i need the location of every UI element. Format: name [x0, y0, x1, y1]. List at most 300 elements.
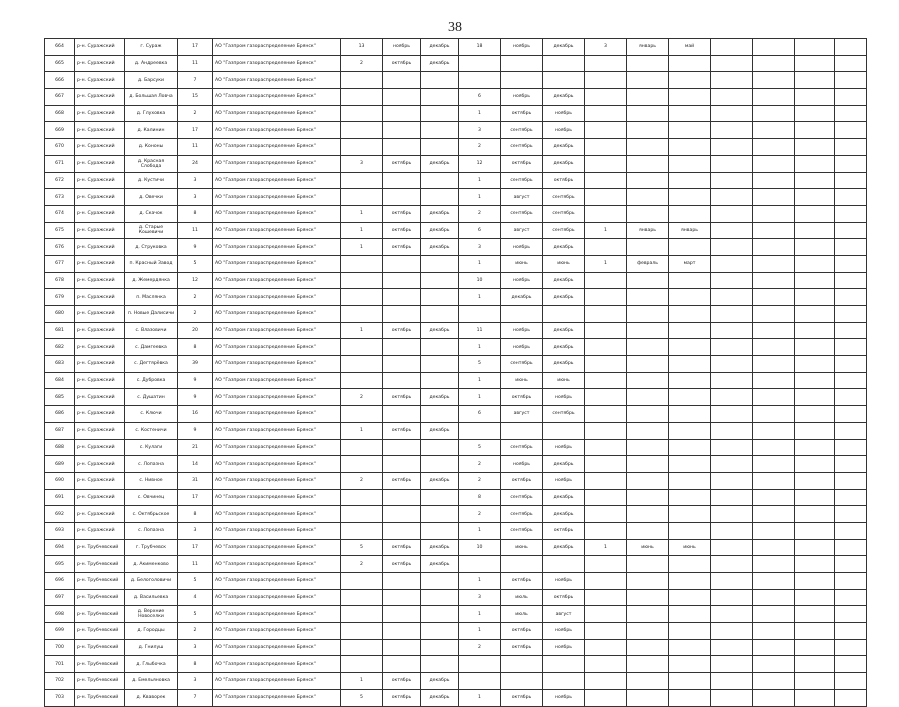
stage2-start-cell: август — [501, 406, 543, 423]
stage2-count-cell: 1 — [459, 189, 501, 206]
settlement-cell: д. Акименково — [125, 556, 178, 573]
settlement-cell: с. Нивное — [125, 472, 178, 489]
stage1-count-cell — [341, 356, 383, 373]
stage3-count-cell — [585, 673, 627, 690]
stage2-end-cell: сентябрь — [543, 406, 585, 423]
stage1-start-cell — [383, 356, 421, 373]
count-cell: 8 — [178, 339, 213, 356]
empty-cell — [795, 639, 835, 656]
empty-cell — [795, 522, 835, 539]
count-cell: 17 — [178, 539, 213, 556]
district-cell: р-н. Суражский — [75, 489, 125, 506]
stage3-start-cell — [627, 189, 669, 206]
table-row — [45, 339, 867, 356]
stage1-count-cell: 1 — [341, 239, 383, 256]
organization-cell: АО "Газпром газораспределение Брянск" — [213, 606, 341, 623]
stage3-end-cell — [669, 456, 711, 473]
organization-cell: АО "Газпром газораспределение Брянск" — [213, 239, 341, 256]
stage1-count-cell — [341, 172, 383, 189]
stage1-start-cell — [383, 122, 421, 139]
row-number-cell: 667 — [45, 89, 75, 106]
stage2-count-cell: 1 — [459, 623, 501, 640]
row-number-cell: 703 — [45, 689, 75, 706]
stage3-start-cell — [627, 289, 669, 306]
empty-cell — [753, 623, 795, 640]
stage1-count-cell — [341, 306, 383, 323]
row-number-cell: 693 — [45, 522, 75, 539]
stage2-start-cell: сентябрь — [501, 439, 543, 456]
stage2-start-cell: октябрь — [501, 573, 543, 590]
stage3-start-cell — [627, 556, 669, 573]
empty-cell — [835, 689, 867, 706]
stage1-start-cell — [383, 506, 421, 523]
stage3-count-cell: 1 — [585, 222, 627, 239]
table-row — [45, 623, 867, 640]
settlement-cell: с. Овчинец — [125, 489, 178, 506]
count-cell: 2 — [178, 289, 213, 306]
table-row — [45, 356, 867, 373]
stage2-end-cell — [543, 656, 585, 673]
table-row — [45, 589, 867, 606]
stage3-count-cell — [585, 172, 627, 189]
district-cell: р-н. Суражский — [75, 105, 125, 122]
stage1-end-cell — [421, 172, 459, 189]
empty-cell — [753, 372, 795, 389]
empty-cell — [711, 656, 753, 673]
count-cell: 21 — [178, 439, 213, 456]
empty-cell — [795, 539, 835, 556]
count-cell: 5 — [178, 573, 213, 590]
count-cell: 11 — [178, 222, 213, 239]
stage3-count-cell — [585, 155, 627, 172]
organization-cell: АО "Газпром газораспределение Брянск" — [213, 623, 341, 640]
empty-cell — [753, 172, 795, 189]
empty-cell — [711, 522, 753, 539]
stage3-count-cell — [585, 556, 627, 573]
empty-cell — [795, 573, 835, 590]
stage3-end-cell — [669, 623, 711, 640]
stage3-end-cell — [669, 439, 711, 456]
empty-cell — [835, 472, 867, 489]
stage1-count-cell: 2 — [341, 556, 383, 573]
stage2-start-cell: сентябрь — [501, 522, 543, 539]
stage3-end-cell — [669, 272, 711, 289]
stage2-start-cell: октябрь — [501, 639, 543, 656]
empty-cell — [795, 339, 835, 356]
district-cell: р-н. Суражский — [75, 522, 125, 539]
settlement-cell: д. Кваворек — [125, 689, 178, 706]
stage2-end-cell: декабрь — [543, 339, 585, 356]
settlement-cell: д. Городцы — [125, 623, 178, 640]
stage2-start-cell: сентябрь — [501, 139, 543, 156]
settlement-cell: д. Большая Ловча — [125, 89, 178, 106]
stage1-count-cell — [341, 139, 383, 156]
stage3-end-cell — [669, 122, 711, 139]
table-row — [45, 222, 867, 239]
stage2-count-cell: 2 — [459, 506, 501, 523]
stage3-end-cell — [669, 556, 711, 573]
count-cell: 2 — [178, 105, 213, 122]
stage3-count-cell — [585, 55, 627, 72]
empty-cell — [753, 406, 795, 423]
organization-cell: АО "Газпром газораспределение Брянск" — [213, 155, 341, 172]
stage3-start-cell — [627, 623, 669, 640]
stage2-count-cell — [459, 656, 501, 673]
empty-cell — [711, 372, 753, 389]
empty-cell — [795, 389, 835, 406]
organization-cell: АО "Газпром газораспределение Брянск" — [213, 39, 341, 56]
empty-cell — [711, 422, 753, 439]
table-row — [45, 506, 867, 523]
empty-cell — [795, 239, 835, 256]
table-row — [45, 272, 867, 289]
stage1-count-cell — [341, 372, 383, 389]
row-number-cell: 701 — [45, 656, 75, 673]
stage2-count-cell: 11 — [459, 322, 501, 339]
stage2-start-cell — [501, 422, 543, 439]
empty-cell — [753, 139, 795, 156]
organization-cell: АО "Газпром газораспределение Брянск" — [213, 139, 341, 156]
settlement-cell: с. Дамгеевка — [125, 339, 178, 356]
district-cell: р-н. Суражский — [75, 422, 125, 439]
stage3-start-cell — [627, 139, 669, 156]
empty-cell — [711, 289, 753, 306]
stage1-start-cell: ноябрь — [383, 39, 421, 56]
stage3-start-cell — [627, 306, 669, 323]
organization-cell: АО "Газпром газораспределение Брянск" — [213, 272, 341, 289]
district-cell: р-н. Суражский — [75, 506, 125, 523]
stage3-count-cell: 1 — [585, 255, 627, 272]
stage1-end-cell: декабрь — [421, 205, 459, 222]
stage1-start-cell: октябрь — [383, 239, 421, 256]
empty-cell — [711, 506, 753, 523]
organization-cell: АО "Газпром газораспределение Брянск" — [213, 656, 341, 673]
stage1-start-cell — [383, 89, 421, 106]
stage1-end-cell — [421, 439, 459, 456]
row-number-cell: 691 — [45, 489, 75, 506]
empty-cell — [835, 406, 867, 423]
stage1-end-cell: декабрь — [421, 239, 459, 256]
stage1-count-cell — [341, 606, 383, 623]
stage1-end-cell: декабрь — [421, 155, 459, 172]
stage3-end-cell — [669, 472, 711, 489]
stage3-count-cell: 3 — [585, 39, 627, 56]
empty-cell — [795, 105, 835, 122]
empty-cell — [835, 439, 867, 456]
empty-cell — [753, 356, 795, 373]
stage3-start-cell: январь — [627, 39, 669, 56]
district-cell: р-н. Суражский — [75, 472, 125, 489]
settlement-cell: д. Белоголовичи — [125, 573, 178, 590]
stage3-start-cell — [627, 422, 669, 439]
count-cell: 8 — [178, 506, 213, 523]
settlement-cell: г. Трубчевск — [125, 539, 178, 556]
empty-cell — [795, 556, 835, 573]
stage2-end-cell — [543, 673, 585, 690]
stage3-start-cell: февраль — [627, 255, 669, 272]
stage2-end-cell: октябрь — [543, 172, 585, 189]
stage2-count-cell: 6 — [459, 89, 501, 106]
stage3-end-cell — [669, 372, 711, 389]
table-row — [45, 322, 867, 339]
count-cell: 3 — [178, 189, 213, 206]
stage1-start-cell — [383, 489, 421, 506]
empty-cell — [795, 472, 835, 489]
stage3-end-cell — [669, 389, 711, 406]
district-cell: р-н. Суражский — [75, 289, 125, 306]
table-row — [45, 406, 867, 423]
stage1-end-cell — [421, 122, 459, 139]
table-row — [45, 122, 867, 139]
empty-cell — [711, 472, 753, 489]
stage3-count-cell — [585, 372, 627, 389]
stage2-start-cell: ноябрь — [501, 89, 543, 106]
stage1-start-cell — [383, 339, 421, 356]
stage2-end-cell: август — [543, 606, 585, 623]
settlement-cell: п. Маслянка — [125, 289, 178, 306]
stage2-start-cell — [501, 556, 543, 573]
organization-cell: АО "Газпром газораспределение Брянск" — [213, 205, 341, 222]
stage1-end-cell: декабрь — [421, 689, 459, 706]
stage2-start-cell: октябрь — [501, 389, 543, 406]
stage3-start-cell — [627, 472, 669, 489]
stage3-start-cell — [627, 506, 669, 523]
empty-cell — [753, 72, 795, 89]
row-number-cell: 676 — [45, 239, 75, 256]
stage1-count-cell — [341, 339, 383, 356]
stage2-count-cell: 2 — [459, 472, 501, 489]
count-cell: 20 — [178, 322, 213, 339]
stage3-end-cell — [669, 356, 711, 373]
stage3-start-cell — [627, 606, 669, 623]
stage2-start-cell — [501, 656, 543, 673]
empty-cell — [795, 189, 835, 206]
stage3-end-cell — [669, 639, 711, 656]
organization-cell: АО "Газпром газораспределение Брянск" — [213, 522, 341, 539]
stage2-start-cell: июнь — [501, 372, 543, 389]
stage1-end-cell — [421, 372, 459, 389]
stage3-count-cell — [585, 623, 627, 640]
stage3-start-cell — [627, 89, 669, 106]
district-cell: р-н. Суражский — [75, 89, 125, 106]
stage2-count-cell — [459, 556, 501, 573]
row-number-cell: 692 — [45, 506, 75, 523]
empty-cell — [795, 39, 835, 56]
stage2-count-cell: 10 — [459, 272, 501, 289]
row-number-cell: 671 — [45, 155, 75, 172]
count-cell: 39 — [178, 356, 213, 373]
row-number-cell: 698 — [45, 606, 75, 623]
organization-cell: АО "Газпром газораспределение Брянск" — [213, 356, 341, 373]
stage1-start-cell: октябрь — [383, 55, 421, 72]
count-cell: 16 — [178, 406, 213, 423]
table-row — [45, 89, 867, 106]
stage1-start-cell — [383, 606, 421, 623]
organization-cell: АО "Газпром газораспределение Брянск" — [213, 673, 341, 690]
organization-cell: АО "Газпром газораспределение Брянск" — [213, 573, 341, 590]
stage2-end-cell: декабрь — [543, 456, 585, 473]
organization-cell: АО "Газпром газораспределение Брянск" — [213, 639, 341, 656]
empty-cell — [753, 239, 795, 256]
stage2-count-cell — [459, 72, 501, 89]
stage2-start-cell: сентябрь — [501, 122, 543, 139]
settlement-cell: с. Дубровка — [125, 372, 178, 389]
empty-cell — [753, 122, 795, 139]
stage3-start-cell — [627, 339, 669, 356]
empty-cell — [835, 289, 867, 306]
row-number-cell: 678 — [45, 272, 75, 289]
stage1-start-cell: октябрь — [383, 155, 421, 172]
stage1-start-cell — [383, 639, 421, 656]
stage2-start-cell: сентябрь — [501, 506, 543, 523]
organization-cell: АО "Газпром газораспределение Брянск" — [213, 689, 341, 706]
empty-cell — [711, 139, 753, 156]
organization-cell: АО "Газпром газораспределение Брянск" — [213, 506, 341, 523]
stage2-end-cell: декабрь — [543, 139, 585, 156]
stage2-count-cell: 5 — [459, 356, 501, 373]
empty-cell — [835, 139, 867, 156]
stage3-count-cell — [585, 239, 627, 256]
stage1-end-cell — [421, 339, 459, 356]
row-number-cell: 673 — [45, 189, 75, 206]
stage2-end-cell: ноябрь — [543, 105, 585, 122]
empty-cell — [753, 556, 795, 573]
stage3-count-cell — [585, 506, 627, 523]
empty-cell — [753, 656, 795, 673]
empty-cell — [753, 506, 795, 523]
stage2-start-cell: октябрь — [501, 689, 543, 706]
district-cell: р-н. Трубчевский — [75, 556, 125, 573]
empty-cell — [835, 489, 867, 506]
stage1-start-cell: октябрь — [383, 556, 421, 573]
table-row — [45, 205, 867, 222]
stage3-count-cell — [585, 339, 627, 356]
empty-cell — [835, 306, 867, 323]
settlement-cell: д. Глыбочка — [125, 656, 178, 673]
organization-cell: АО "Газпром газораспределение Брянск" — [213, 55, 341, 72]
stage1-start-cell — [383, 255, 421, 272]
empty-cell — [711, 105, 753, 122]
stage1-end-cell — [421, 656, 459, 673]
empty-cell — [795, 489, 835, 506]
table-row — [45, 556, 867, 573]
stage3-end-cell — [669, 573, 711, 590]
stage3-end-cell — [669, 322, 711, 339]
stage1-count-cell — [341, 105, 383, 122]
stage2-start-cell: октябрь — [501, 155, 543, 172]
stage1-count-cell — [341, 456, 383, 473]
stage2-count-cell: 6 — [459, 222, 501, 239]
stage1-start-cell — [383, 623, 421, 640]
empty-cell — [795, 372, 835, 389]
organization-cell: АО "Газпром газораспределение Брянск" — [213, 489, 341, 506]
stage3-start-cell — [627, 272, 669, 289]
stage2-end-cell — [543, 422, 585, 439]
count-cell: 8 — [178, 205, 213, 222]
count-cell: 14 — [178, 456, 213, 473]
row-number-cell: 666 — [45, 72, 75, 89]
table-row — [45, 489, 867, 506]
stage1-count-cell: 5 — [341, 689, 383, 706]
empty-cell — [753, 322, 795, 339]
empty-cell — [795, 72, 835, 89]
stage1-end-cell: декабрь — [421, 389, 459, 406]
stage1-end-cell — [421, 506, 459, 523]
stage3-start-cell — [627, 689, 669, 706]
table-row — [45, 172, 867, 189]
organization-cell: АО "Газпром газораспределение Брянск" — [213, 322, 341, 339]
stage2-count-cell: 2 — [459, 456, 501, 473]
stage3-start-cell — [627, 573, 669, 590]
empty-cell — [711, 589, 753, 606]
settlement-cell: д. Васильевка — [125, 589, 178, 606]
stage3-count-cell — [585, 105, 627, 122]
stage2-start-cell: сентябрь — [501, 356, 543, 373]
stage1-start-cell — [383, 105, 421, 122]
stage1-count-cell — [341, 506, 383, 523]
table-row — [45, 39, 867, 56]
empty-cell — [795, 623, 835, 640]
stage1-end-cell — [421, 589, 459, 606]
stage1-end-cell: декабрь — [421, 222, 459, 239]
district-cell: р-н. Суражский — [75, 372, 125, 389]
count-cell: 17 — [178, 39, 213, 56]
stage3-end-cell — [669, 205, 711, 222]
row-number-cell: 664 — [45, 39, 75, 56]
district-cell: р-н. Суражский — [75, 339, 125, 356]
empty-cell — [795, 89, 835, 106]
stage3-start-cell — [627, 522, 669, 539]
empty-cell — [835, 222, 867, 239]
count-cell: 11 — [178, 556, 213, 573]
empty-cell — [711, 606, 753, 623]
district-cell: р-н. Суражский — [75, 255, 125, 272]
empty-cell — [795, 306, 835, 323]
stage1-end-cell — [421, 406, 459, 423]
district-cell: р-н. Суражский — [75, 39, 125, 56]
count-cell: 7 — [178, 689, 213, 706]
stage2-end-cell: ноябрь — [543, 639, 585, 656]
row-number-cell: 683 — [45, 356, 75, 373]
organization-cell: АО "Газпром газораспределение Брянск" — [213, 105, 341, 122]
stage3-start-cell — [627, 639, 669, 656]
stage2-start-cell: июль — [501, 606, 543, 623]
empty-cell — [795, 589, 835, 606]
stage3-start-cell: июнь — [627, 539, 669, 556]
district-cell: р-н. Трубчевский — [75, 656, 125, 673]
stage1-end-cell — [421, 356, 459, 373]
stage2-start-cell: ноябрь — [501, 456, 543, 473]
stage3-start-cell — [627, 656, 669, 673]
empty-cell — [711, 573, 753, 590]
stage3-start-cell — [627, 356, 669, 373]
stage1-end-cell — [421, 272, 459, 289]
stage1-start-cell — [383, 522, 421, 539]
stage3-end-cell — [669, 72, 711, 89]
stage3-start-cell — [627, 72, 669, 89]
stage1-count-cell — [341, 406, 383, 423]
count-cell: 31 — [178, 472, 213, 489]
stage3-end-cell — [669, 589, 711, 606]
stage3-end-cell — [669, 339, 711, 356]
empty-cell — [753, 422, 795, 439]
row-number-cell: 700 — [45, 639, 75, 656]
count-cell: 17 — [178, 489, 213, 506]
empty-cell — [711, 339, 753, 356]
stage1-end-cell — [421, 289, 459, 306]
table-body — [45, 39, 867, 707]
stage3-end-cell — [669, 506, 711, 523]
